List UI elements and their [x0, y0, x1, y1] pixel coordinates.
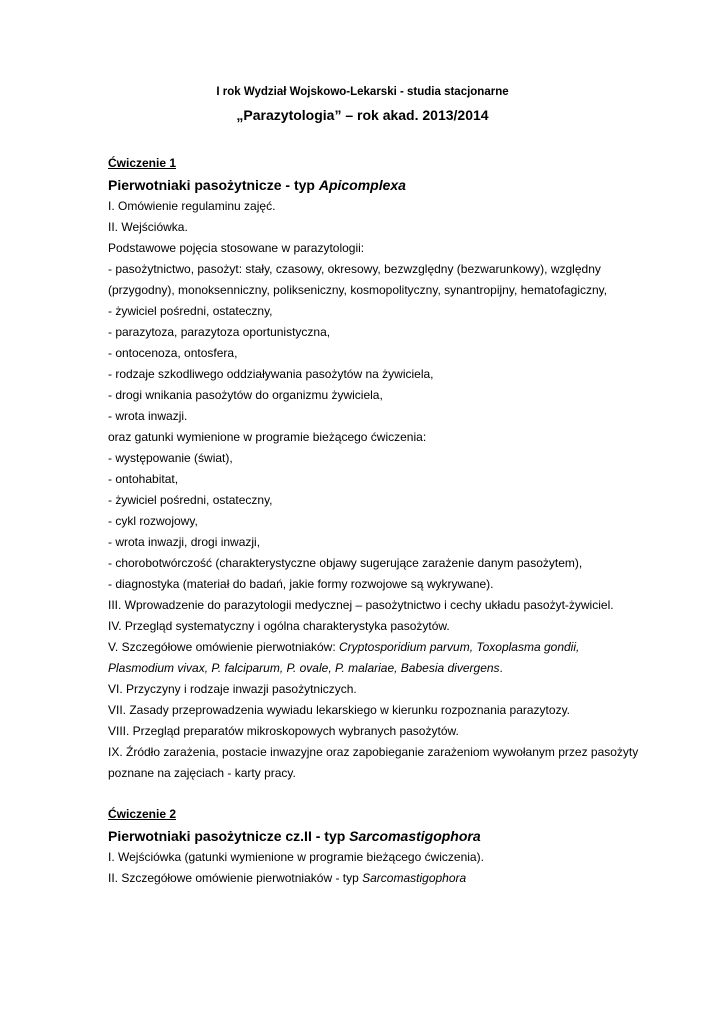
exercise-2-label: Ćwiczenie 2	[108, 807, 177, 821]
content-line: II. Wejściówka.	[108, 220, 188, 234]
exercise-2-title-taxon: Sarcomastigophora	[349, 828, 481, 844]
content-line: - diagnostyka (materiał do badań, jakie formy rozwojowe są wykrywane).	[108, 577, 494, 591]
content-line: Plasmodium vivax, P. falciparum, P. ovale, P. malariae, Babesia divergens.	[108, 661, 503, 675]
content-line: - występowanie (świat),	[108, 451, 233, 465]
content-line: poznane na zajęciach - karty pracy.	[108, 766, 296, 780]
content-line: Podstawowe pojęcia stosowane w parazytologii:	[108, 241, 365, 255]
exercise-1-title-taxon: Apicomplexa	[318, 177, 406, 193]
content-line: II. Szczegółowe omówienie pierwotniaków - typ Sarcomastigophora	[108, 871, 467, 885]
content-line: I. Omówienie regulaminu zajęć.	[108, 199, 276, 213]
content-line: VI. Przyczyny i rodzaje inwazji pasożytniczych.	[108, 682, 357, 696]
content-line: I. Wejściówka (gatunki wymienione w programie bieżącego ćwiczenia).	[108, 850, 484, 864]
course-title: „Parazytologia” – rok akad. 2013/2014	[236, 107, 489, 123]
content-line: - wrota inwazji.	[108, 409, 188, 423]
species-list: Plasmodium vivax, P. falciparum, P. ovale, P. malariae, Babesia divergens	[108, 661, 500, 675]
content-line: - ontohabitat,	[108, 472, 179, 486]
species-list: Cryptosporidium parvum, Toxoplasma gondii,	[339, 640, 580, 654]
content-line: - wrota inwazji, drogi inwazji,	[108, 535, 261, 549]
exercise-1-section	[108, 154, 708, 784]
content-line: oraz gatunki wymienione w programie bieżącego ćwiczenia:	[108, 430, 427, 444]
content-line: IV. Przegląd systematyczny i ogólna charakterystyka pasożytów.	[108, 619, 450, 633]
content-line: VIII. Przegląd preparatów mikroskopowych wybranych pasożytów.	[108, 724, 459, 738]
exercise-1-title	[108, 174, 708, 196]
content-line: - ontocenoza, ontosfera,	[108, 346, 238, 360]
content-line: V. Szczegółowe omówienie pierwotniaków: Cryptosporidium parvum, Toxoplasma gondii,	[108, 640, 580, 654]
content-line: - rodzaje szkodliwego oddziaływania pasożytów na żywiciela,	[108, 367, 434, 381]
exercise-1-title-text: Pierwotniaki pasożytnicze - typ	[108, 177, 319, 193]
content-line: - żywiciel pośredni, ostateczny,	[108, 304, 273, 318]
content-line: VII. Zasady przeprowadzenia wywiadu lekarskiego w kierunku rozpoznania parazytozy.	[108, 703, 571, 717]
exercise-2-title-text: Pierwotniaki pasożytnicze cz.II - typ	[108, 828, 350, 844]
content-line: III. Wprowadzenie do parazytologii medycznej – pasożytnictwo i cechy układu pasożyt-żywiciel.	[108, 598, 614, 612]
content-line: (przygodny), monoksenniczny, polikseniczny, kosmopolityczny, synantropijny, hematofagiczny,	[108, 283, 608, 297]
content-line: - żywiciel pośredni, ostateczny,	[108, 493, 273, 507]
content-line: - pasożytnictwo, pasożyt: stały, czasowy, okresowy, bezwzględny (bezwarunkowy), względny	[108, 262, 601, 276]
content-line: - cykl rozwojowy,	[108, 514, 198, 528]
content-line: IX. Źródło zarażenia, postacie inwazyjne oraz zapobieganie zarażeniom wywołanym przez pasożyty	[108, 745, 639, 759]
exercise-1-label: Ćwiczenie 1	[108, 156, 177, 170]
exercise-2-section	[108, 805, 708, 889]
content-line: - chorobotwórczość (charakterystyczne objawy sugerujące zarażenie danym pasożytem),	[108, 556, 583, 570]
exercise-1-content	[108, 196, 708, 637]
taxon-name: Sarcomastigophora	[362, 871, 467, 885]
exercise-2-title	[108, 825, 708, 847]
content-line: - parazytoza, parazytoza oportunistyczna,	[108, 325, 331, 339]
content-line: - drogi wnikania pasożytów do organizmu żywiciela,	[108, 388, 383, 402]
exercise-1-content-continued	[108, 679, 708, 784]
faculty-header: I rok Wydział Wojskowo-Lekarski - studia stacjonarne	[216, 86, 509, 98]
